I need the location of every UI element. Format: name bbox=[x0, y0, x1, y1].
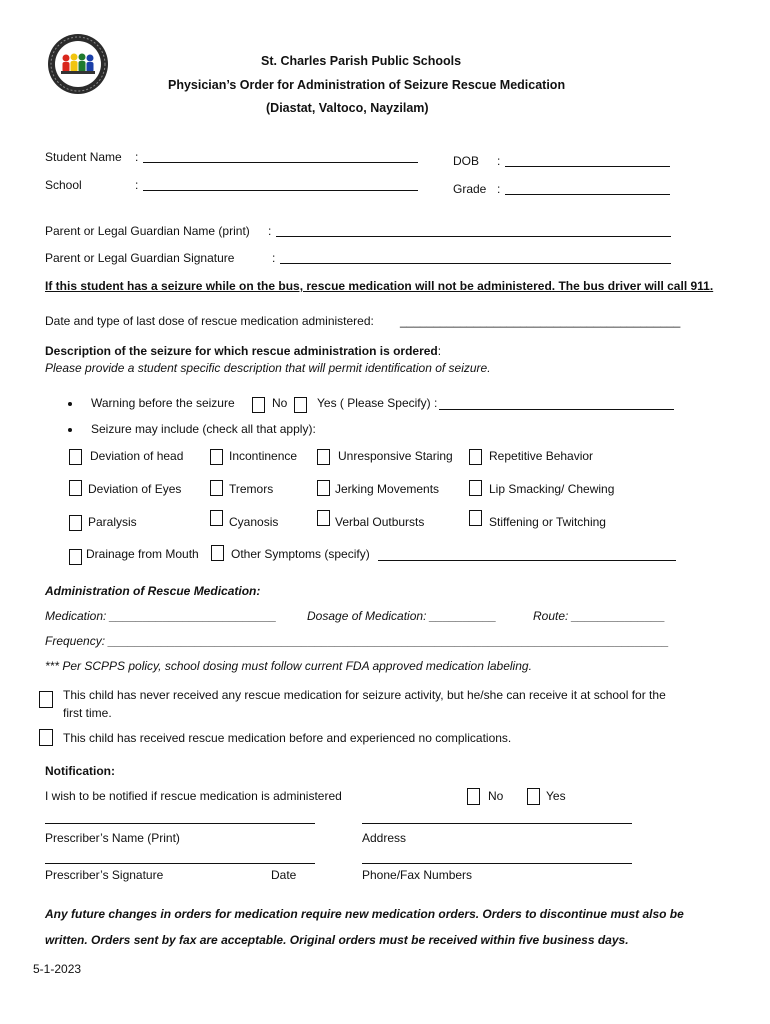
revision-date: 5-1-2023 bbox=[33, 962, 82, 976]
last-dose-label: Date and type of last dose of rescue medication administered: bbox=[45, 314, 374, 328]
symptom-checkbox[interactable] bbox=[317, 449, 330, 465]
symptom-paralysis: Paralysis bbox=[88, 515, 137, 529]
notify-no-checkbox[interactable] bbox=[467, 788, 480, 805]
warning-label: Warning before the seizure bbox=[91, 396, 235, 410]
symptom-deviation-of-eyes: Deviation of Eyes bbox=[88, 482, 182, 496]
footer-notice-line1: Any future changes in orders for medication require new medication orders. Orders to discontinue must also be bbox=[45, 907, 684, 921]
school-logo bbox=[47, 33, 109, 98]
colon: : bbox=[135, 150, 139, 164]
symptom-lip-smacking: Lip Smacking/ Chewing bbox=[489, 482, 615, 496]
symptom-checkbox[interactable] bbox=[469, 510, 482, 526]
symptom-verbal-outbursts: Verbal Outbursts bbox=[335, 515, 425, 529]
symptom-checkbox[interactable] bbox=[317, 510, 330, 526]
policy-note: *** Per SCPPS policy, school dosing must follow current FDA approved medication labeling. bbox=[45, 659, 532, 673]
frequency-field[interactable]: Frequency: ____________________________________________________________________________________ bbox=[45, 634, 669, 648]
address-field[interactable] bbox=[362, 823, 632, 824]
description-instruction: Please provide a student specific description that will permit identification of seizure. bbox=[45, 361, 491, 375]
warning-no-checkbox[interactable] bbox=[252, 397, 265, 413]
symptom-repetitive-behavior: Repetitive Behavior bbox=[489, 449, 594, 463]
last-dose-field[interactable]: __________________________________________ bbox=[400, 314, 681, 328]
address-label: Address bbox=[362, 831, 407, 845]
notification-statement: I wish to be notified if rescue medication is administered bbox=[45, 789, 342, 803]
received-before-checkbox[interactable] bbox=[39, 729, 53, 746]
symptom-checkbox[interactable] bbox=[69, 480, 82, 496]
route-field[interactable]: Route: ______________ bbox=[533, 609, 666, 623]
symptom-cyanosis: Cyanosis bbox=[229, 515, 279, 529]
other-symptoms-field[interactable] bbox=[378, 560, 676, 561]
medication-list: (Diastat, Valtoco, Nayzilam) bbox=[266, 101, 429, 115]
symptom-checkbox[interactable] bbox=[69, 549, 82, 565]
notify-no-label: No bbox=[488, 789, 504, 803]
symptom-checkbox[interactable] bbox=[210, 480, 223, 496]
phone-fax-label: Phone/Fax Numbers bbox=[362, 868, 473, 882]
date-label: Date bbox=[271, 868, 297, 882]
guardian-signature-label: Parent or Legal Guardian Signature bbox=[45, 251, 235, 265]
guardian-name-field[interactable] bbox=[276, 236, 671, 237]
symptom-jerking-movements: Jerking Movements bbox=[335, 482, 440, 496]
symptom-unresponsive-staring: Unresponsive Staring bbox=[338, 449, 453, 463]
warning-yes-label: Yes ( Please Specify) : bbox=[317, 396, 438, 410]
school-district-name: St. Charles Parish Public Schools bbox=[261, 54, 462, 68]
dosage-field[interactable]: Dosage of Medication: __________ bbox=[307, 609, 497, 623]
warning-yes-checkbox[interactable] bbox=[294, 397, 307, 413]
symptom-stiffening-twitching: Stiffening or Twitching bbox=[489, 515, 606, 529]
warning-specify-field[interactable] bbox=[439, 409, 674, 410]
bullet bbox=[68, 428, 72, 432]
prescriber-name-field[interactable] bbox=[45, 823, 315, 824]
prescriber-signature-field[interactable] bbox=[45, 863, 315, 864]
grade-field[interactable] bbox=[505, 194, 670, 195]
medication-field[interactable]: Medication: _________________________ bbox=[45, 609, 277, 623]
symptom-checkbox[interactable] bbox=[210, 449, 223, 465]
colon: : bbox=[272, 251, 276, 265]
dob-label: DOB bbox=[453, 154, 480, 168]
warning-no-label: No bbox=[272, 396, 288, 410]
notify-yes-checkbox[interactable] bbox=[527, 788, 540, 805]
never-received-line2: first time. bbox=[63, 706, 112, 720]
student-name-field[interactable] bbox=[143, 162, 418, 163]
prescriber-name-label: Prescriber’s Name (Print) bbox=[45, 831, 180, 845]
symptom-checkbox[interactable] bbox=[469, 480, 482, 496]
notify-yes-label: Yes bbox=[546, 789, 566, 803]
symptom-checkbox[interactable] bbox=[210, 510, 223, 526]
symptom-checkbox[interactable] bbox=[69, 515, 82, 531]
colon: : bbox=[268, 224, 272, 238]
colon: : bbox=[497, 154, 501, 168]
bus-notice: If this student has a seizure while on the bus, rescue medication will not be administered. The bus driver will call 911. bbox=[45, 279, 714, 293]
symptom-tremors: Tremors bbox=[229, 482, 274, 496]
never-received-line1: This child has never received any rescue medication for seizure activity, but he/she can receive it at school for the bbox=[63, 688, 666, 702]
guardian-name-label: Parent or Legal Guardian Name (print) bbox=[45, 224, 250, 238]
symptom-checkbox[interactable] bbox=[317, 480, 330, 496]
bullet bbox=[68, 402, 72, 406]
footer-notice-line2: written. Orders sent by fax are acceptable. Original orders must be received within five business days. bbox=[45, 933, 629, 947]
administration-heading: Administration of Rescue Medication: bbox=[45, 584, 261, 598]
grade-label: Grade bbox=[453, 182, 487, 196]
guardian-signature-field[interactable] bbox=[280, 263, 671, 264]
colon: : bbox=[497, 182, 501, 196]
symptom-drainage-from-mouth: Drainage from Mouth bbox=[86, 547, 199, 561]
symptom-incontinence: Incontinence bbox=[229, 449, 298, 463]
student-name-label: Student Name bbox=[45, 150, 122, 164]
symptom-checkbox[interactable] bbox=[469, 449, 482, 465]
prescriber-signature-label: Prescriber’s Signature bbox=[45, 868, 164, 882]
description-heading bbox=[45, 344, 441, 358]
received-before-label: This child has received rescue medication before and experienced no complications. bbox=[63, 731, 512, 745]
form-title: Physician’s Order for Administration of Seizure Rescue Medication bbox=[168, 78, 566, 92]
other-symptoms-checkbox[interactable] bbox=[211, 545, 224, 561]
school-children-seal-icon bbox=[47, 33, 109, 95]
symptom-checkbox[interactable] bbox=[69, 449, 82, 465]
description-heading-colon: : bbox=[437, 344, 442, 358]
dob-field[interactable] bbox=[505, 166, 670, 167]
school-field[interactable] bbox=[143, 190, 418, 191]
symptom-deviation-of-head: Deviation of head bbox=[90, 449, 184, 463]
seizure-include-label: Seizure may include (check all that apply): bbox=[91, 422, 316, 436]
notification-heading: Notification: bbox=[45, 764, 115, 778]
never-received-checkbox[interactable] bbox=[39, 691, 53, 708]
other-symptoms-label: Other Symptoms (specify) bbox=[231, 547, 370, 561]
colon: : bbox=[135, 178, 139, 192]
description-heading-text: Description of the seizure for which rescue administration is ordered bbox=[45, 344, 438, 358]
phone-fax-field[interactable] bbox=[362, 863, 632, 864]
school-label: School bbox=[45, 178, 82, 192]
